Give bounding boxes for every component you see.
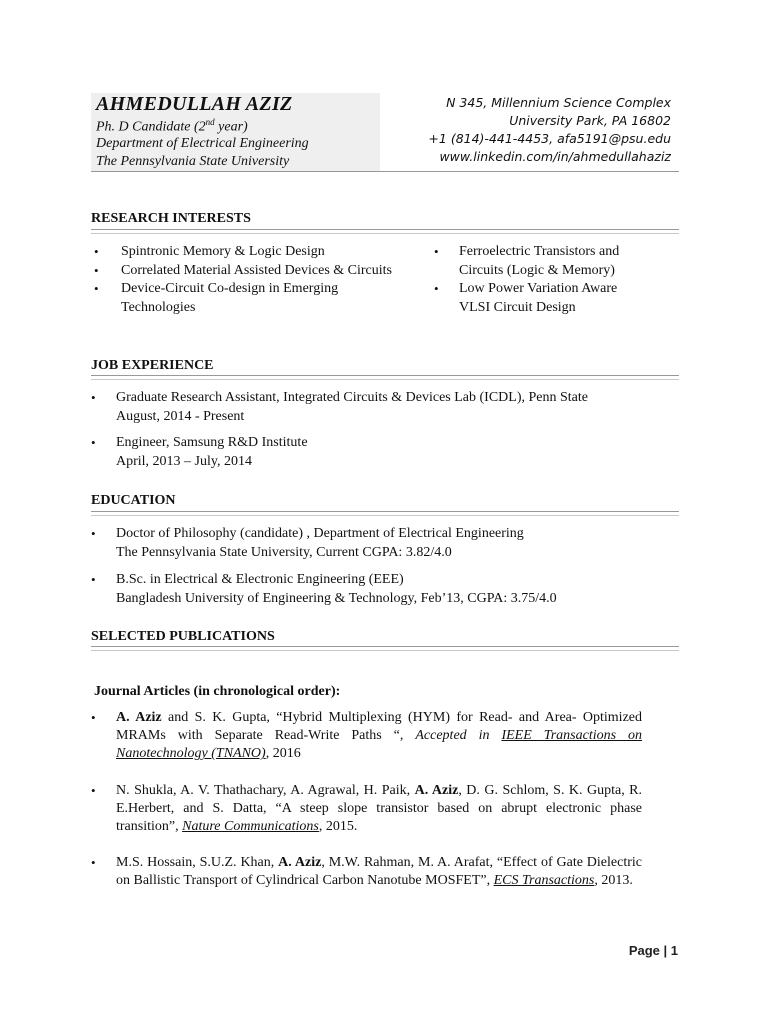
bullet-icon: • — [91, 390, 96, 405]
address-line-2: University Park, PA 16802 — [509, 113, 671, 128]
bullet-icon: • — [94, 281, 99, 296]
bullet-icon: • — [94, 244, 99, 259]
list-item: Circuits (Logic & Memory) — [459, 262, 615, 278]
page-number: Page | 1 — [628, 943, 678, 958]
publications-heading: SELECTED PUBLICATIONS — [91, 629, 275, 644]
section-divider — [91, 233, 679, 234]
bullet-icon: • — [434, 281, 439, 296]
applicant-university: The Pennsylvania State University — [96, 154, 290, 169]
section-divider — [91, 515, 679, 516]
research-list-right — [434, 243, 620, 317]
section-divider — [91, 650, 679, 651]
applicant-title: Ph. D Candidate (2nd year) — [96, 117, 248, 135]
list-item: Correlated Material Assisted Devices & Circuits — [121, 262, 392, 278]
publication-item: • M.S. Hossain, S.U.Z. Khan, A. Aziz, M.W. Rahman, M. A. Arafat, “Effect of Gate Dielectric on Ballistic Transport of Cylindrical Carbon Nanotube MOSFET”, ECS Transactions, 2013. — [91, 855, 642, 889]
research-list-left — [94, 243, 392, 317]
bullet-icon: • — [91, 855, 96, 870]
bullet-icon: • — [94, 262, 99, 278]
section-divider — [91, 229, 679, 230]
education-heading: EDUCATION — [91, 493, 176, 508]
journal-articles-subheading: Journal Articles (in chronological order): — [94, 684, 341, 699]
research-heading: RESEARCH INTERESTS — [91, 211, 251, 226]
list-item: Ferroelectric Transistors and — [459, 244, 620, 259]
linkedin-url: www.linkedin.com/in/ahmedullahaziz — [439, 149, 671, 164]
header-divider — [91, 171, 679, 172]
job-heading: JOB EXPERIENCE — [91, 358, 214, 373]
bullet-icon: • — [91, 572, 96, 587]
address-line-1: N 345, Millennium Science Complex — [446, 95, 671, 110]
list-item: Low Power Variation Aware — [459, 281, 618, 296]
list-item: Technologies — [121, 299, 196, 315]
section-divider — [91, 511, 679, 512]
bullet-icon: • — [91, 435, 96, 450]
contact-line: +1 (814)-441-4453, afa5191@psu.edu — [428, 131, 671, 146]
section-divider — [91, 646, 679, 647]
job-item: • Graduate Research Assistant, Integrated Circuits & Devices Lab (ICDL), Penn State August, 2014 - Present — [91, 390, 588, 424]
applicant-name: AHMEDULLAH AZIZ — [96, 93, 293, 115]
publication-item: • N. Shukla, A. V. Thathachary, A. Agrawal, H. Paik, A. Aziz, D. G. Schlom, S. K. Gupta, R. E.Herbert, and S. Datta, “A steep slope transistor based on abrupt electronic phase transition”, Nature Communications, 2015. — [91, 783, 643, 835]
publication-item: • A. Aziz and S. K. Gupta, “Hybrid Multiplexing (HYM) for Read- and Area- Optimized MRAMs with Separate Read-Write Paths “, Accepted in IEEE Transactions on Nanotechnology (TNANO), 2016 — [91, 710, 643, 762]
applicant-department: Department of Electrical Engineering — [96, 136, 309, 151]
bullet-icon: • — [91, 526, 96, 541]
section-divider — [91, 379, 679, 380]
job-item: • Engineer, Samsung R&D Institute April, 2013 – July, 2014 — [91, 435, 308, 469]
bullet-icon: • — [91, 783, 96, 798]
section-divider — [91, 375, 679, 376]
list-item: Spintronic Memory & Logic Design — [121, 244, 325, 259]
list-item: VLSI Circuit Design — [459, 299, 576, 315]
list-item: Device-Circuit Co-design in Emerging — [121, 281, 339, 296]
bullet-icon: • — [434, 244, 439, 259]
bullet-icon: • — [91, 710, 96, 725]
education-item: • B.Sc. in Electrical & Electronic Engineering (EEE) Bangladesh University of Engineering & Technology, Feb’13, CGPA: 3.75/4.0 — [91, 572, 557, 606]
education-item: • Doctor of Philosophy (candidate) , Department of Electrical Engineering The Pennsylvania State University, Current CGPA: 3.82/4.0 — [91, 526, 524, 560]
